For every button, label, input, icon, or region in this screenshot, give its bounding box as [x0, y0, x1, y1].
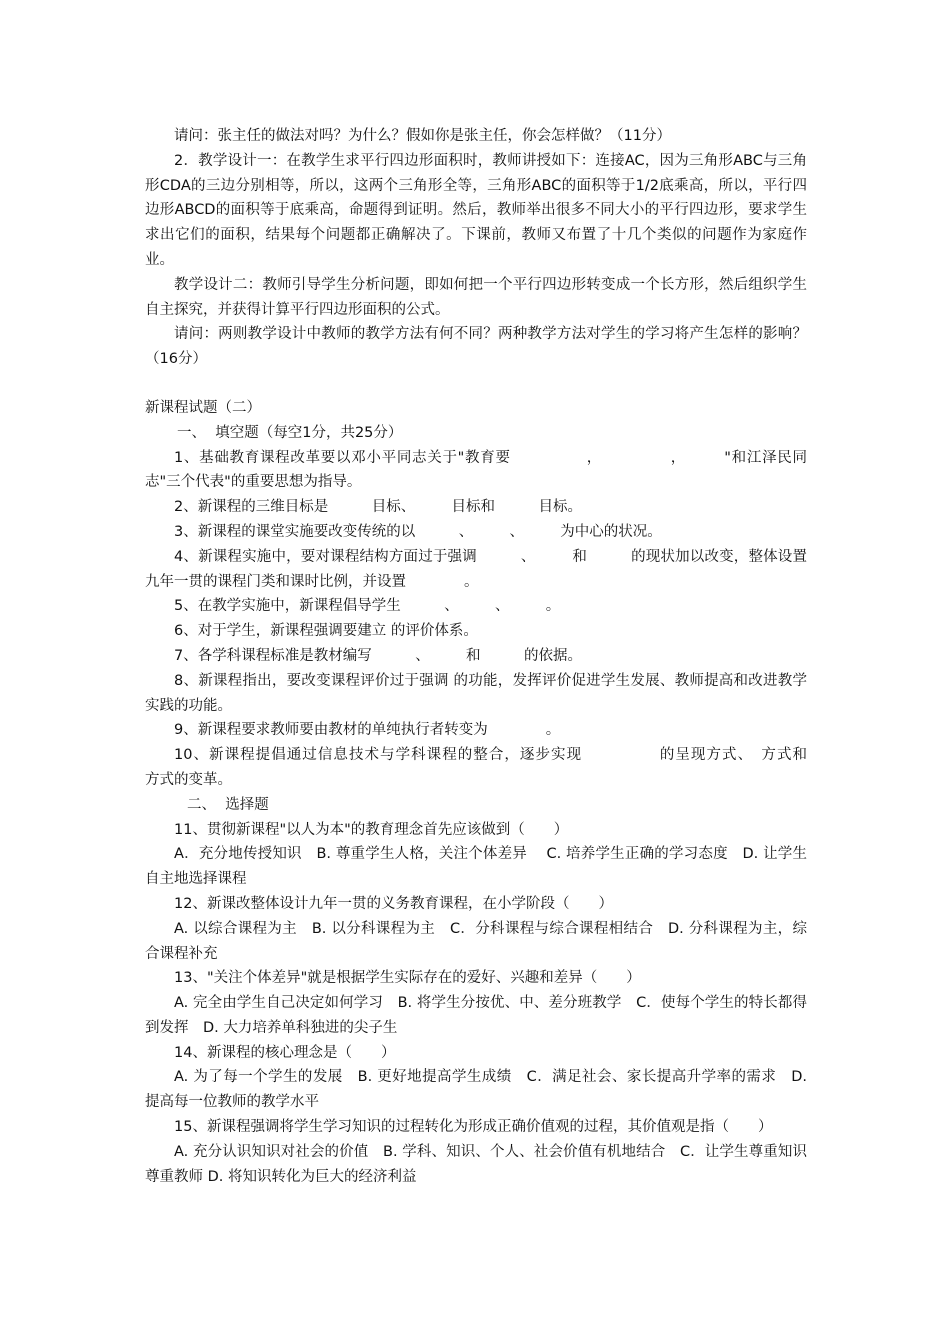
section-heading-choice: 二、 选择题 — [187, 796, 269, 813]
choice-options: A. 完全由学生自己决定如何学习 B. 将学生分按优、中、差分班教学 C．使每个学生的特长都得到发挥 D. 大力培养单科独进的尖子生 — [145, 995, 807, 1036]
fill-item: 7、各学科课程标准是教材编写 、 和 的依据。 — [174, 647, 582, 664]
fill-item: 5、在教学实施中，新课程倡导学生 、 、 。 — [174, 598, 561, 615]
document-body — [145, 124, 880, 1189]
choice-options: A．充分地传授知识 B. 尊重学生人格，关注个体差异 C. 培养学生正确的学习态度 D. 让学生自主地选择课程 — [145, 846, 807, 888]
question-2-design-two: 教学设计二：教师引导学生分析问题，即如何把一个平行四边形转变成一个长方形，然后组织学生自主探究，并获得计算平行四边形面积的公式。 — [145, 276, 807, 318]
fill-item: 8、新课程指出，要改变课程评价过于强调 的功能，发挥评价促进学生发展、教师提高和改进教学实践的功能。 — [145, 672, 807, 714]
question-2-prompt: 请问：两则教学设计中教师的教学方法有何不同？两种教学方法对学生的学习将产生怎样的影响？（16分） — [145, 326, 807, 368]
choice-question: 11、贯彻新课程"以人为本"的教育理念首先应该做到（ ） — [174, 821, 569, 838]
section-heading-fill-in: 一、 填空题（每空1分，共25分） — [177, 424, 403, 441]
fill-item: 4、新课程实施中，要对课程结构方面过于强调 、 和 的现状加以改变，整体设置九年一贯的课程门类和课时比例，并设置 。 — [145, 548, 807, 590]
choice-question: 14、新课程的核心理念是（ ） — [174, 1044, 396, 1061]
fill-item: 10、新课程提倡通过信息技术与学科课程的整合，逐步实现 的呈现方式、 方式和 方式的变革。 — [145, 747, 880, 788]
choice-options: A. 为了每一个学生的发展 B. 更好地提高学生成绩 C．满足社会、家长提高升学率的需求 D. 提高每一位教师的教学水平 — [145, 1069, 812, 1111]
choice-options: A. 以综合课程为主 B. 以分科课程为主 C．分科课程与综合课程相结合 D. 分科课程为主，综合课程补充 — [145, 920, 807, 962]
fill-item: 9、新课程要求教师要由教材的单纯执行者转变为 。 — [174, 722, 561, 739]
fill-item: 2、新课程的三维目标是 目标、 目标和 目标。 — [174, 499, 582, 516]
choice-question: 15、新课程强调将学生学习知识的过程转化为形成正确价值观的过程，其价值观是指（ ） — [174, 1119, 773, 1136]
choice-question: 12、新课改整体设计九年一贯的义务教育课程，在小学阶段（ ） — [174, 895, 613, 912]
choice-options: A. 充分认识知识对社会的价值 B. 学科、知识、个人、社会价值有机地结合 C．让学生尊重知识尊重教师 D. 将知识转化为巨大的经济利益 — [145, 1143, 807, 1185]
fill-item: 6、对于学生，新课程强调要建立 的评价体系。 — [174, 623, 478, 640]
question-2-design-one: 2．教学设计一：在教学生求平行四边形面积时，教师讲授如下：连接AC，因为三角形ABC与三角形CDA的三边分别相等，所以，这两个三角形全等，三角形ABC的面积等于1/2底乘高，所以，平行四边形ABCD的面积等于底乘高，命题得到证明。然后，教师举出很多不同大小的平行四边形，要求学生求出它们的面积，结果每个问题都正确解决了。下课前，教师又布置了十几个类似的问题作为家庭作业。 — [145, 152, 807, 268]
fill-item: 1、基础教育课程改革要以邓小平同志关于"教育要 ， ， "和江泽民同志"三个代表"的重要思想为指导。 — [145, 449, 807, 491]
question-1-prompt: 请问：张主任的做法对吗？为什么？假如你是张主任，你会怎样做？（11分） — [174, 128, 671, 144]
fill-item: 3、新课程的课堂实施要改变传统的以 、 、 为中心的状况。 — [174, 523, 662, 540]
section-title: 新课程试题（二） — [145, 399, 261, 416]
choice-question: 13、"关注个体差异"就是根据学生实际存在的爱好、兴趣和差异（ ） — [174, 970, 641, 987]
